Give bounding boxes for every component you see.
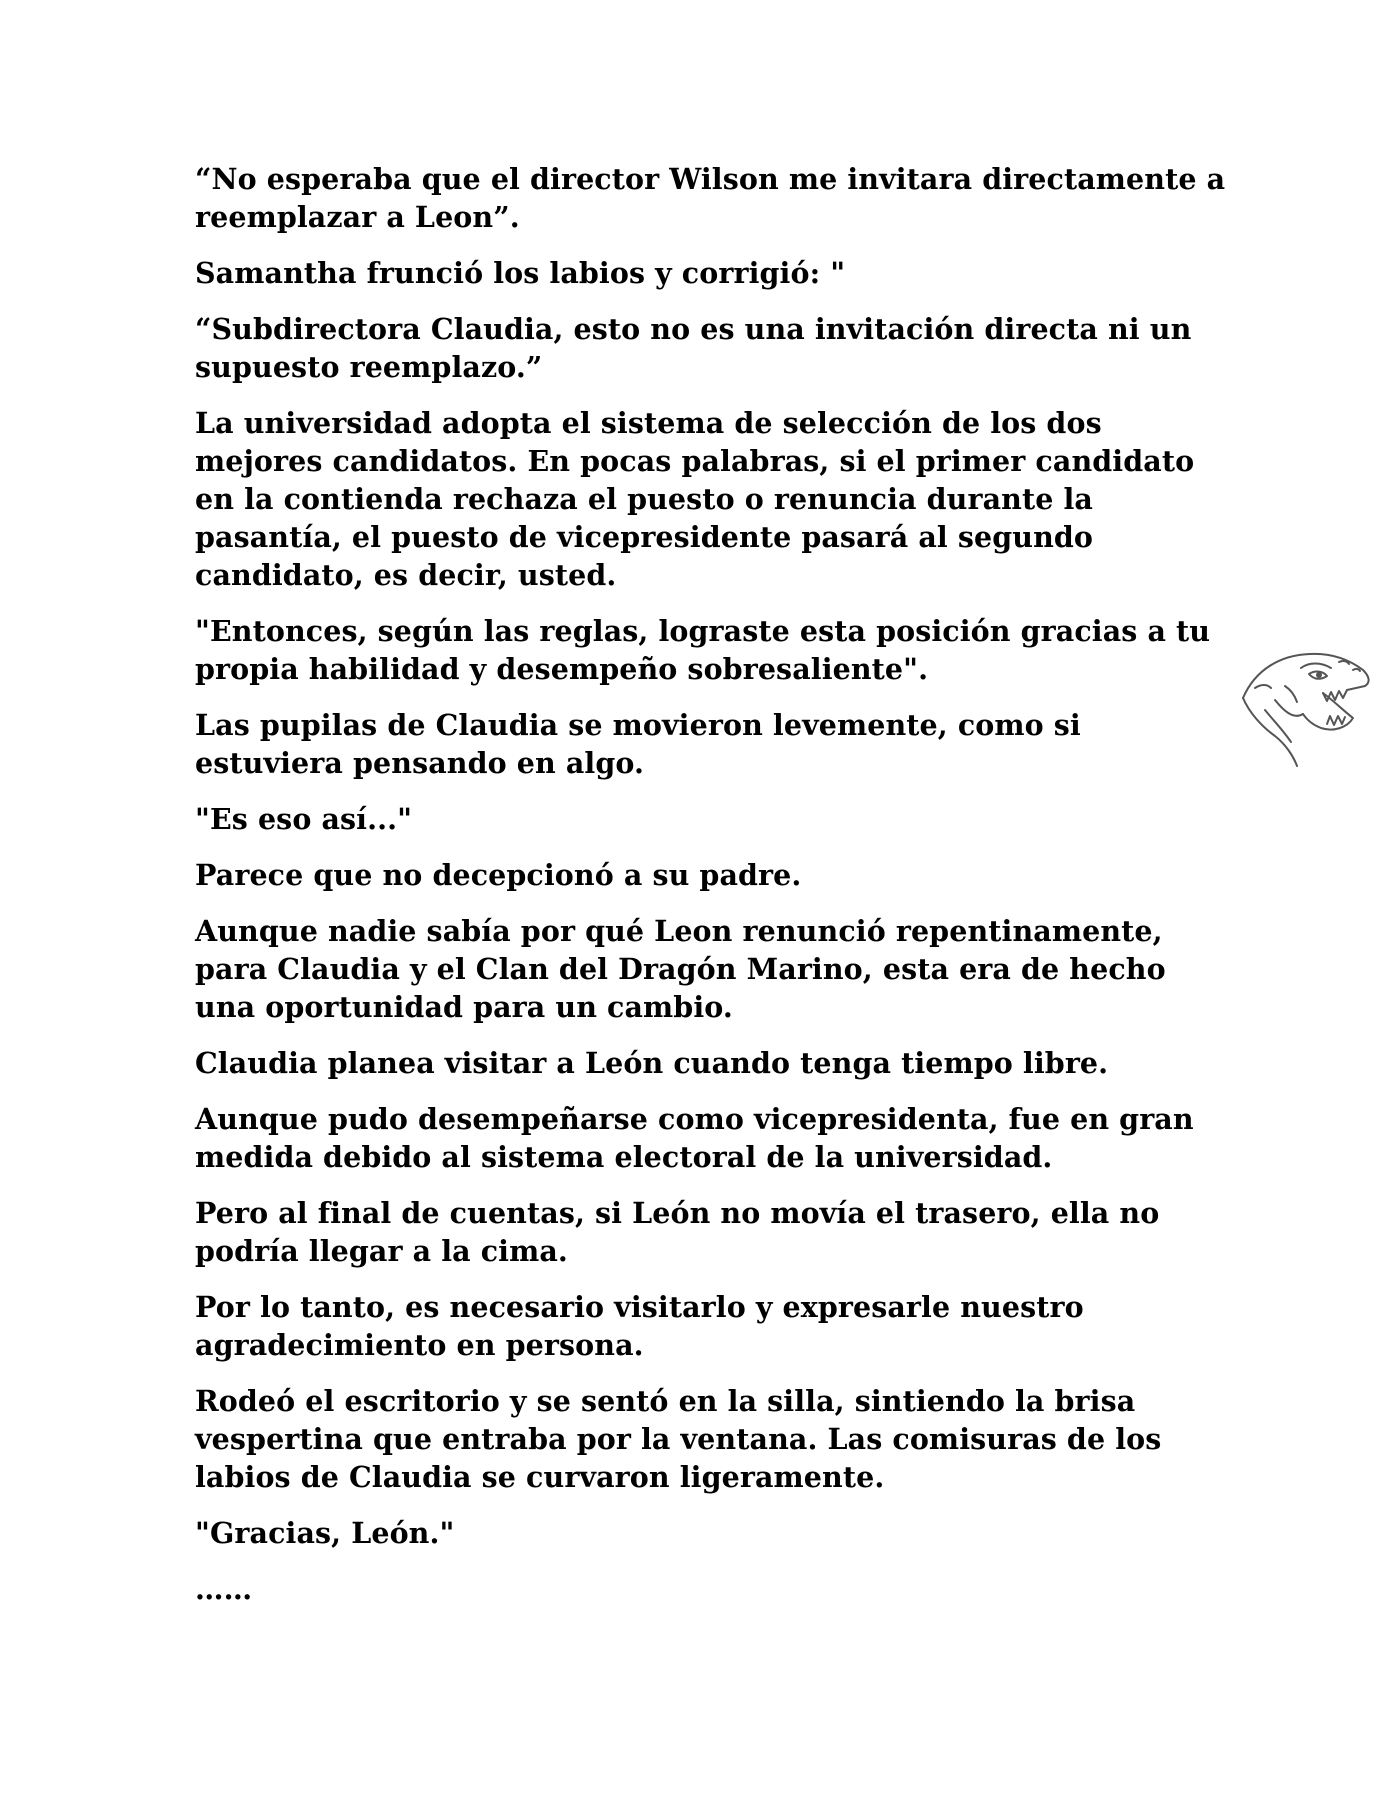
text-body: [195, 160, 1230, 1626]
paragraph: "Entonces, según las reglas, lograste esta posición gracias a tu propia habilidad y desempeño sobresaliente".: [195, 614, 1211, 686]
paragraph: Claudia planea visitar a León cuando tenga tiempo libre.: [195, 1046, 1109, 1080]
paragraph: Rodeó el escritorio y se sentó en la silla, sintiendo la brisa vespertina que entraba por la ventana. Las comisuras de los labios de Claudia se curvaron ligeramente.: [195, 1384, 1162, 1494]
paragraph: Las pupilas de Claudia se movieron levemente, como si estuviera pensando en algo.: [195, 708, 1081, 780]
paragraph: "Es eso así...": [195, 802, 413, 836]
paragraph: La universidad adopta el sistema de selección de los dos mejores candidatos. En pocas palabras, si el primer candidato en la contienda rechaza el puesto o renuncia durante la pasantía, el puesto de vicepresidente pasará al segundo candidato, es decir, usted.: [195, 406, 1195, 592]
paragraph: “No esperaba que el director Wilson me invitara directamente a reemplazar a Leon”.: [195, 162, 1226, 234]
paragraph: ……: [195, 1572, 253, 1606]
paragraph: Parece que no decepcionó a su padre.: [195, 858, 802, 892]
paragraph: Pero al final de cuentas, si León no movía el trasero, ella no podría llegar a la cima.: [195, 1196, 1160, 1268]
paragraph: Samantha frunció los labios y corrigió: ": [195, 256, 846, 290]
dinosaur-head-icon: [1235, 640, 1380, 770]
paragraph: Por lo tanto, es necesario visitarlo y expresarle nuestro agradecimiento en persona.: [195, 1290, 1084, 1362]
paragraph: “Subdirectora Claudia, esto no es una invitación directa ni un supuesto reemplazo.”: [195, 312, 1192, 384]
paragraph: Aunque nadie sabía por qué Leon renunció repentinamente, para Claudia y el Clan del Dragón Marino, esta era de hecho una oportunidad para un cambio.: [195, 914, 1166, 1024]
paragraph: "Gracias, León.": [195, 1516, 455, 1550]
paragraph: Aunque pudo desempeñarse como vicepresidenta, fue en gran medida debido al sistema electoral de la universidad.: [195, 1102, 1194, 1174]
